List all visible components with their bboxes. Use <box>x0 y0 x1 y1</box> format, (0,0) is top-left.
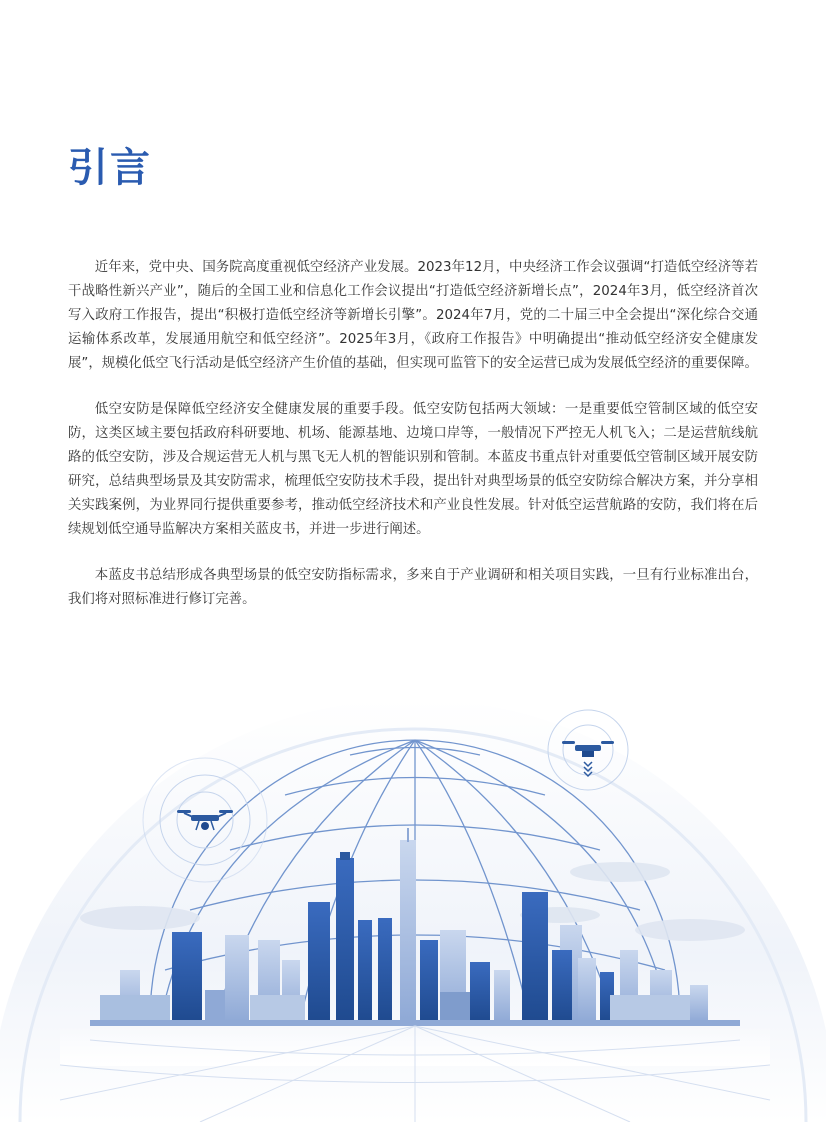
paragraph: 近年来，党中央、国务院高度重视低空经济产业发展。2023年12月，中央经济工作会议强调“打造低空经济等若干战略性新兴产业”，随后的全国工业和信息化工作会议提出“打造低空经济新增长点”，2024年3月，低空经济首次写入政府工作报告，提出“积极打造低空经济等新增长引擎”。2024年7月，党的二十届三中全会提出“深化综合交通运输体系改革，发展通用航空和低空经济”。2025年3月，《政府工作报告》中明确提出“推动低空经济安全健康发展”，规模化低空飞行活动是低空经济产生价值的基础，但实现可监管下的安全运营已成为发展低空经济的重要保障。 <box>68 260 758 371</box>
paragraph: 低空安防是保障低空经济安全健康发展的重要手段。低空安防包括两大领域：一是重要低空管制区域的低空安防，这类区域主要包括政府科研要地、机场、能源基地、边境口岸等，一般情况下严控无人机飞入；二是运营航线航路的低空安防，涉及合规运营无人机与黑飞无人机的智能识别和管制。本蓝皮书重点针对重要低空管制区域开展安防研究，总结典型场景及其安防需求，梳理低空安防技术手段，提出针对典型场景的低空安防综合解决方案，并分享相关实践案例，为业界同行提供重要参考，推动低空经济技术和产业良性发展。针对低空运营航路的安防，我们将在后续规划低空通导监解决方案相关蓝皮书，并进一步进行阐述。 <box>68 402 758 537</box>
paragraph: 本蓝皮书总结形成各典型场景的低空安防指标需求，多来自于产业调研和相关项目实践，一旦有行业标准出台，我们将对照标准进行修订完善。 <box>68 568 758 607</box>
low-altitude-illustration <box>0 600 826 1122</box>
page-title: 引言 <box>68 145 152 191</box>
intro-body <box>68 256 758 634</box>
